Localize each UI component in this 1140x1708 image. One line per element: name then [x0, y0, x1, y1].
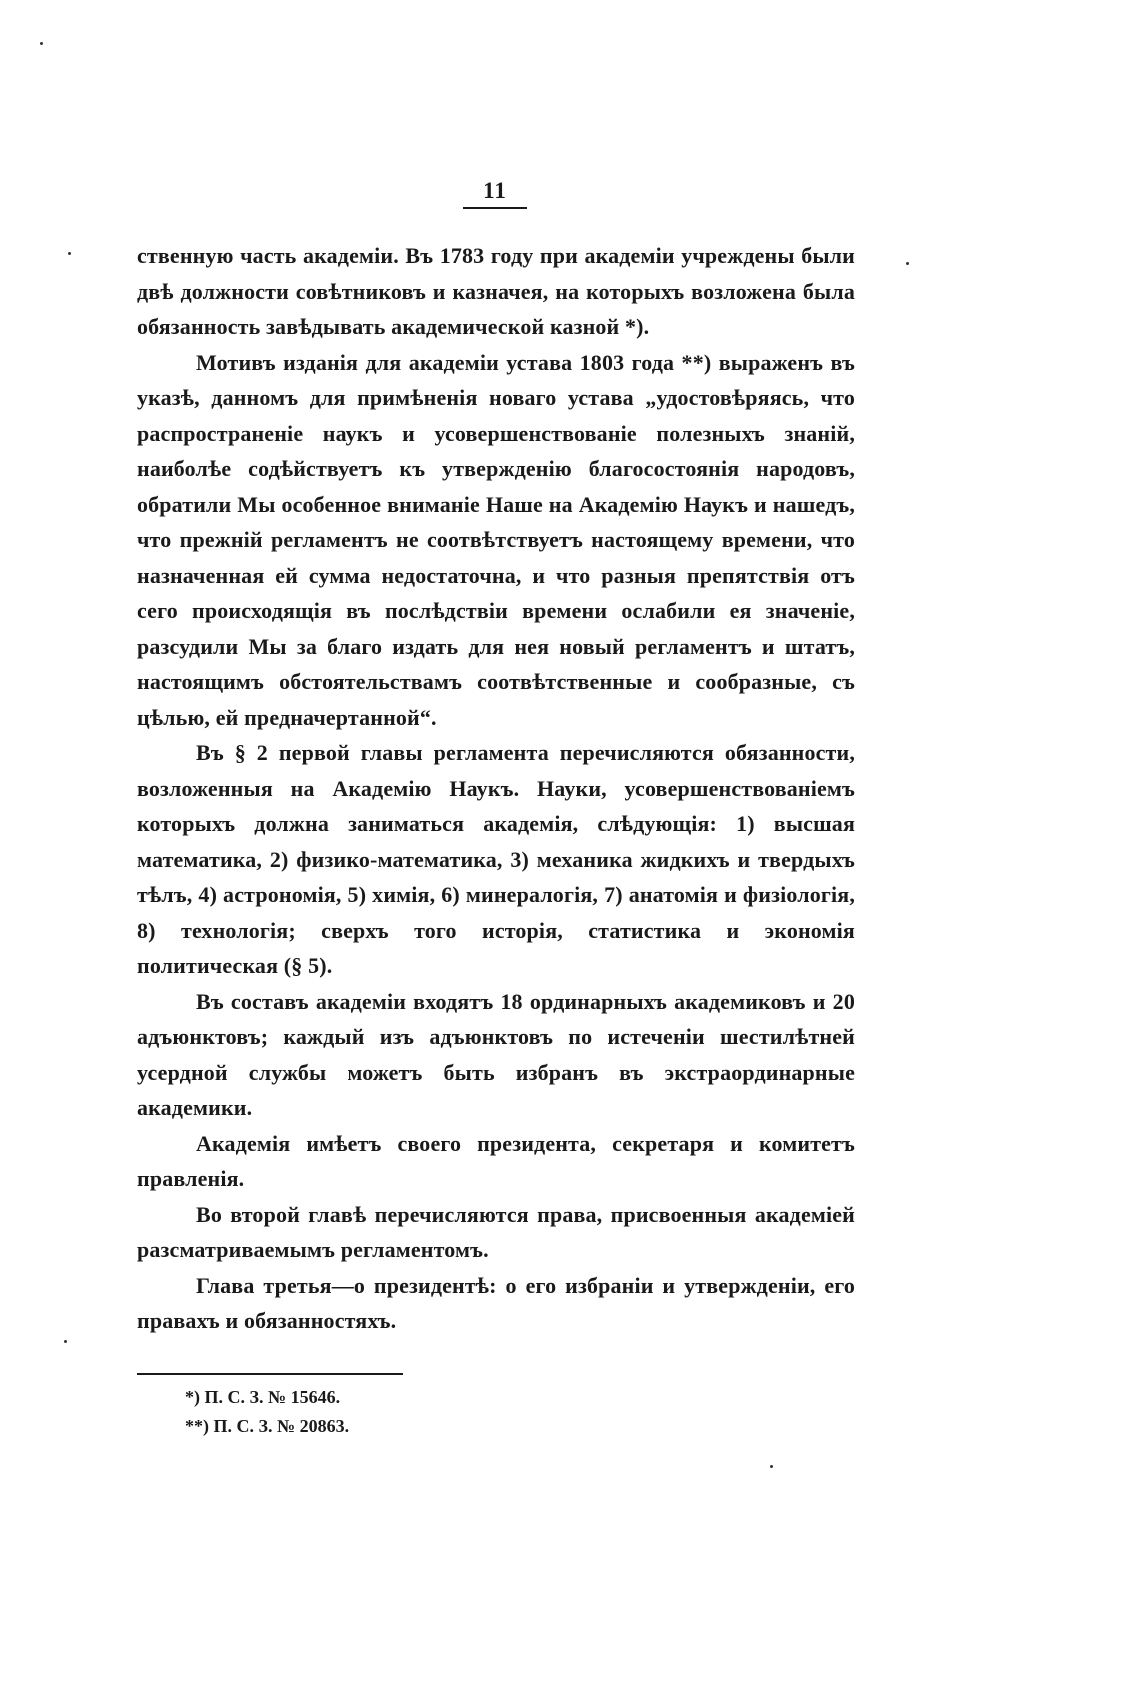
footnotes: [185, 1383, 349, 1441]
footnote-separator: [137, 1373, 403, 1375]
body-text: [137, 238, 855, 1339]
scan-speck: [770, 1465, 773, 1468]
paragraph-2: Мотивъ изданія для академіи устава 1803 года **) выраженъ въ указѣ, данномъ для примѣненія новаго устава „удостовѣряясь, что распространеніе наукъ и усовершенствованіе полезныхъ знаній, наиболѣе содѣйствуетъ къ утвержденію благосостоянія народовъ, обратили Мы особенное вниманіе Наше на Академію Наукъ и нашедъ, что прежній регламентъ не соотвѣтствуетъ настоящему времени, что назначенная ей сумма недостаточна, и что разныя препятствія отъ сего происходящія въ послѣдствіи времени ослабили ея значеніе, разсудили Мы за благо издать для нея новый регламентъ и штатъ, настоящимъ обстоятельствамъ соотвѣтственные и сообразные, съ цѣлью, ей предначертанной“.: [137, 349, 855, 730]
scan-speck: [64, 1340, 67, 1343]
paragraph-7: Глава третья—о президентѣ: о его избраніи и утвержденіи, его правахъ и обязанностяхъ.: [137, 1272, 855, 1333]
paragraph-1: ственную часть академіи. Въ 1783 году при академіи учреждены были двѣ должности совѣтниковъ и казначея, на которыхъ возложена была обязанность завѣдывать академической казной *).: [137, 243, 855, 339]
paragraph-3: Въ § 2 первой главы регламента перечисляются обязанности, возложенныя на Академію Наукъ. Науки, усовершенствованіемъ которыхъ должна заниматься академія, слѣдующія: 1) высшая математика, 2) физико-математика, 3) механика жидкихъ и твердыхъ тѣлъ, 4) астрономія, 5) химія, 6) минералогія, 7) анатомія и физіологія, 8) технологія; сверхъ того исторія, статистика и экономія политическая (§ 5).: [137, 740, 855, 978]
paragraph-4: Въ составъ академіи входятъ 18 ординарныхъ академиковъ и 20 адъюнктовъ; каждый изъ адъюнктовъ по истеченіи шестилѣтней усердной службы можетъ быть избранъ въ экстраординарные академики.: [137, 988, 855, 1120]
page-number: 11: [483, 178, 507, 203]
scan-speck: [906, 262, 909, 265]
footnote-2: **) П. С. З. № 20863.: [185, 1416, 350, 1436]
scan-speck: [40, 42, 43, 45]
page-number-underline: [463, 207, 527, 209]
footnote-1: *) П. С. З. № 15646.: [185, 1387, 341, 1407]
scan-speck: [68, 252, 71, 255]
paragraph-6: Во второй главѣ перечисляются права, присвоенныя академіей разсматриваемымъ регламентомъ.: [137, 1201, 855, 1262]
paragraph-5: Академія имѣетъ своего президента, секретаря и комитетъ правленія.: [137, 1130, 855, 1191]
